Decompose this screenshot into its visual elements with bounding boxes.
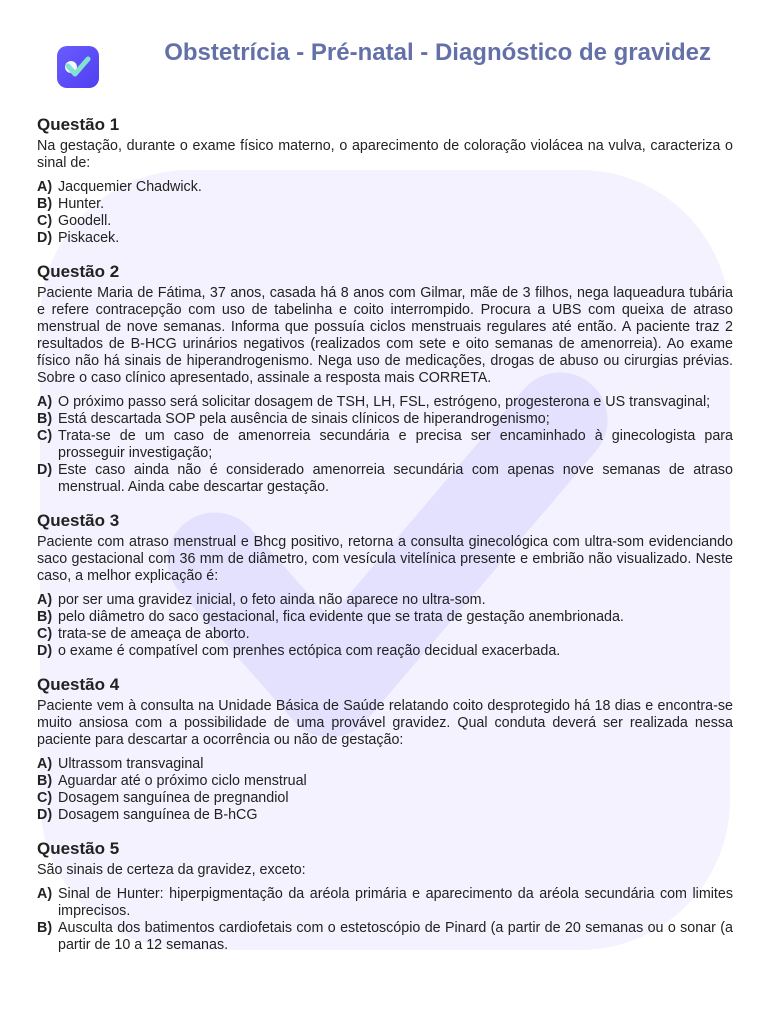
answer-options <box>37 592 733 660</box>
option-text: Dosagem sanguínea de B-hCG <box>58 807 258 823</box>
question-stem: Paciente vem à consulta na Unidade Básica de Saúde relatando coito desprotegido há 18 dias e encontra-se muito ansiosa com a possibilidade de uma provável gravidez. Qual conduta deverá ser realizada nessa paciente para descartar a ocorrência ou não de gestação: <box>37 698 733 748</box>
answer-option[interactable] <box>37 643 733 660</box>
answer-options <box>37 886 733 954</box>
option-text: Sinal de Hunter: hiperpigmentação da aréola primária e aparecimento da aréola secundária com limites imprecisos. <box>58 886 733 919</box>
answer-option[interactable] <box>37 756 733 773</box>
answer-option[interactable] <box>37 626 733 643</box>
answer-options <box>37 179 733 247</box>
question-2 <box>37 262 733 496</box>
answer-option[interactable] <box>37 411 733 428</box>
app-logo <box>57 46 99 88</box>
option-letter: A) <box>37 394 53 410</box>
option-letter: C) <box>37 213 53 229</box>
option-text: Goodell. <box>58 213 112 229</box>
option-letter: A) <box>37 886 53 902</box>
option-text: Piskacek. <box>58 230 120 246</box>
option-text: Está descartada SOP pela ausência de sinais clínicos de hiperandrogenismo; <box>58 411 550 427</box>
answer-option[interactable] <box>37 196 733 213</box>
question-stem: Paciente com atraso menstrual e Bhcg positivo, retorna a consulta ginecológica com ultra-som evidenciando saco gestacional com 36 mm de diâmetro, com vesícula vitelínica presente e embrião não visualizado. Neste caso, a melhor explicação é: <box>37 534 733 584</box>
option-letter: D) <box>37 807 53 823</box>
option-text: Hunter. <box>58 196 105 212</box>
answer-option[interactable] <box>37 609 733 626</box>
option-text: Jacquemier Chadwick. <box>58 179 202 195</box>
option-letter: D) <box>37 230 53 246</box>
question-heading: Questão 2 <box>37 262 120 281</box>
question-stem: Na gestação, durante o exame físico materno, o aparecimento de coloração violácea na vulva, caracteriza o sinal de: <box>37 138 733 171</box>
answer-option[interactable] <box>37 179 733 196</box>
answer-option[interactable] <box>37 807 733 824</box>
answer-options <box>37 394 733 496</box>
answer-option[interactable] <box>37 230 733 247</box>
answer-option[interactable] <box>37 428 733 462</box>
question-4 <box>37 675 733 824</box>
option-text: trata-se de ameaça de aborto. <box>58 626 250 642</box>
question-list <box>37 115 733 969</box>
option-letter: C) <box>37 428 53 444</box>
option-text: Aguardar até o próximo ciclo menstrual <box>58 773 307 789</box>
answer-option[interactable] <box>37 213 733 230</box>
option-letter: D) <box>37 462 53 478</box>
option-letter: D) <box>37 643 53 659</box>
option-letter: B) <box>37 609 53 625</box>
option-letter: A) <box>37 756 53 772</box>
option-text: Ultrassom transvaginal <box>58 756 204 772</box>
question-1 <box>37 115 733 247</box>
option-text: Dosagem sanguínea de pregnandiol <box>58 790 289 806</box>
answer-option[interactable] <box>37 773 733 790</box>
option-letter: A) <box>37 179 53 195</box>
option-text: o exame é compatível com prenhes ectópica com reação decidual exacerbada. <box>58 643 561 659</box>
answer-option[interactable] <box>37 920 733 954</box>
page-title: Obstetrícia - Pré-natal - Diagnóstico de gravidez <box>164 39 711 66</box>
question-stem: São sinais de certeza da gravidez, exceto: <box>37 862 306 878</box>
answer-option[interactable] <box>37 394 733 411</box>
option-letter: B) <box>37 196 53 212</box>
question-heading: Questão 1 <box>37 115 120 134</box>
option-letter: C) <box>37 790 53 806</box>
question-5 <box>37 839 733 954</box>
option-letter: B) <box>37 920 53 936</box>
option-text: Trata-se de um caso de amenorreia secundária e precisa ser encaminhado à ginecologista para prosseguir investigação; <box>58 428 733 461</box>
question-heading: Questão 4 <box>37 675 120 694</box>
option-text: O próximo passo será solicitar dosagem de TSH, LH, FSL, estrógeno, progesterona e US transvaginal; <box>58 394 711 410</box>
option-letter: A) <box>37 592 53 608</box>
answer-option[interactable] <box>37 592 733 609</box>
option-letter: C) <box>37 626 53 642</box>
option-text: por ser uma gravidez inicial, o feto ainda não aparece no ultra-som. <box>58 592 486 608</box>
question-stem: Paciente Maria de Fátima, 37 anos, casada há 8 anos com Gilmar, mãe de 3 filhos, nega laqueadura tubária e refere contracepção com uso de tabelinha e coito interrompido. Procura a UBS com queixa de atraso menstrual de nove semanas. Informa que possuía ciclos menstruais regulares até então. A paciente traz 2 resultados de B-HCG urinários negativos (realizados com sete e oito semanas de amenorreia). Ao exame físico não há sinais de hiperandrogenismo. Nega uso de medicações, drogas de abuso ou cirurgias prévias. Sobre o caso clínico apresentado, assinale a resposta mais CORRETA. <box>37 285 733 386</box>
answer-options <box>37 756 733 824</box>
option-text: pelo diâmetro do saco gestacional, fica evidente que se trata de gestação anembrionada. <box>58 609 624 625</box>
option-letter: B) <box>37 773 53 789</box>
question-3 <box>37 511 733 660</box>
answer-option[interactable] <box>37 462 733 496</box>
option-text: Ausculta dos batimentos cardiofetais com o estetoscópio de Pinard (a partir de 20 semanas ou o sonar (a partir de 10 a 12 semanas. <box>58 920 733 953</box>
answer-option[interactable] <box>37 886 733 920</box>
option-letter: B) <box>37 411 53 427</box>
option-text: Este caso ainda não é considerado amenorreia secundária com apenas nove semanas de atraso menstrual. Ainda cabe descartar gestação. <box>58 462 733 495</box>
question-heading: Questão 3 <box>37 511 120 530</box>
check-heart-icon <box>57 46 99 88</box>
answer-option[interactable] <box>37 790 733 807</box>
question-heading: Questão 5 <box>37 839 120 858</box>
